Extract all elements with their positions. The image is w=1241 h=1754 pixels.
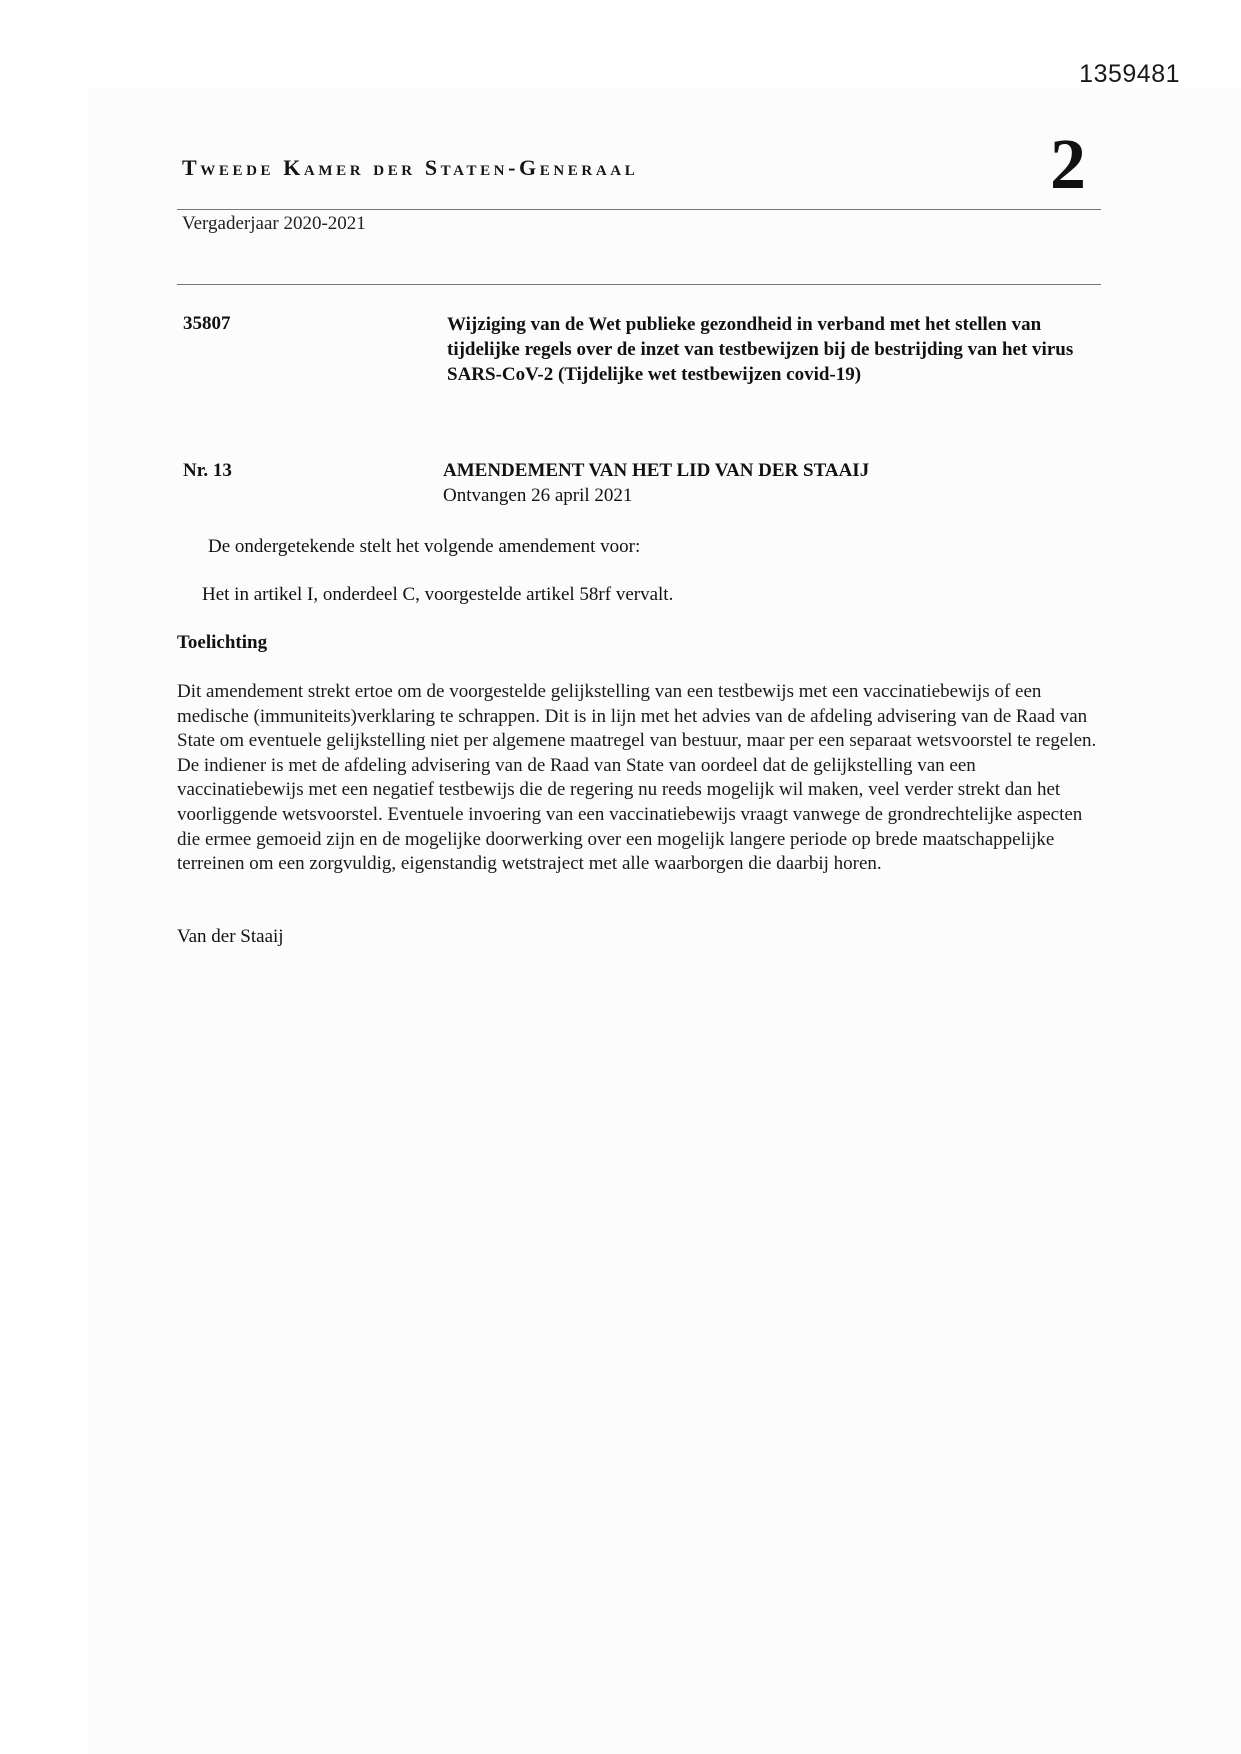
section-divider [177,284,1101,285]
document-id: 1359481 [1079,60,1180,88]
explanation-heading: Toelichting [177,632,268,653]
bill-title: Wijziging van de Wet publieke gezondheid in verband met het stellen van tijdelijke regels over de inzet van testbewijzen bij de bestrijding van het virus SARS-CoV-2 (Tijdelijke wet testbewijzen covid-19) [447,314,1074,385]
explanation-text: Dit amendement strekt ertoe om de voorgestelde gelijkstelling van een testbewijs met een vaccinatiebewijs of een medische (immuniteits)verklaring te schrappen. Dit is in lijn met het advies van de afdeling advisering van de Raad van State om eventuele gelijkstelling niet per algemene maatregel van bestuur, maar per een separaat wetsvoorstel te regelen. De indiener is met de afdeling advisering van de Raad van State van oordeel dat de gelijkstelling van een vaccinatiebewijs met een negatief testbewijs die de regering nu reeds mogelijk wil maken, veel verder strekt dan het voorliggende wetsvoorstel. Eventuele invoering van een vaccinatiebewijs vraagt vanwege de grondrechtelijke aspecten die ermee gemoeid zijn en de mogelijke doorwerking over een mogelijk langere periode op brede maatschappelijke terreinen om een zorgvuldig, eigenstandig wetstraject met alle waarborgen die daarbij horen. [177,681,1097,875]
chamber-name: Tweede Kamer der Staten-Generaal [182,155,639,180]
bill-number: 35807 [183,313,231,334]
amendment-intro: De ondergetekende stelt het volgende amendement voor: [208,536,641,557]
amendment-clause: Het in artikel I, onderdeel C, voorgestelde artikel 58rf vervalt. [202,584,674,605]
amendment-number: Nr. 13 [183,460,232,481]
session-year: Vergaderjaar 2020-2021 [182,213,366,234]
chamber-number: 2 [1050,124,1086,204]
header-divider [177,209,1101,210]
signature: Van der Staaij [177,926,284,947]
amendment-title: AMENDEMENT VAN HET LID VAN DER STAAIJ [443,460,870,481]
received-date: Ontvangen 26 april 2021 [443,485,633,506]
